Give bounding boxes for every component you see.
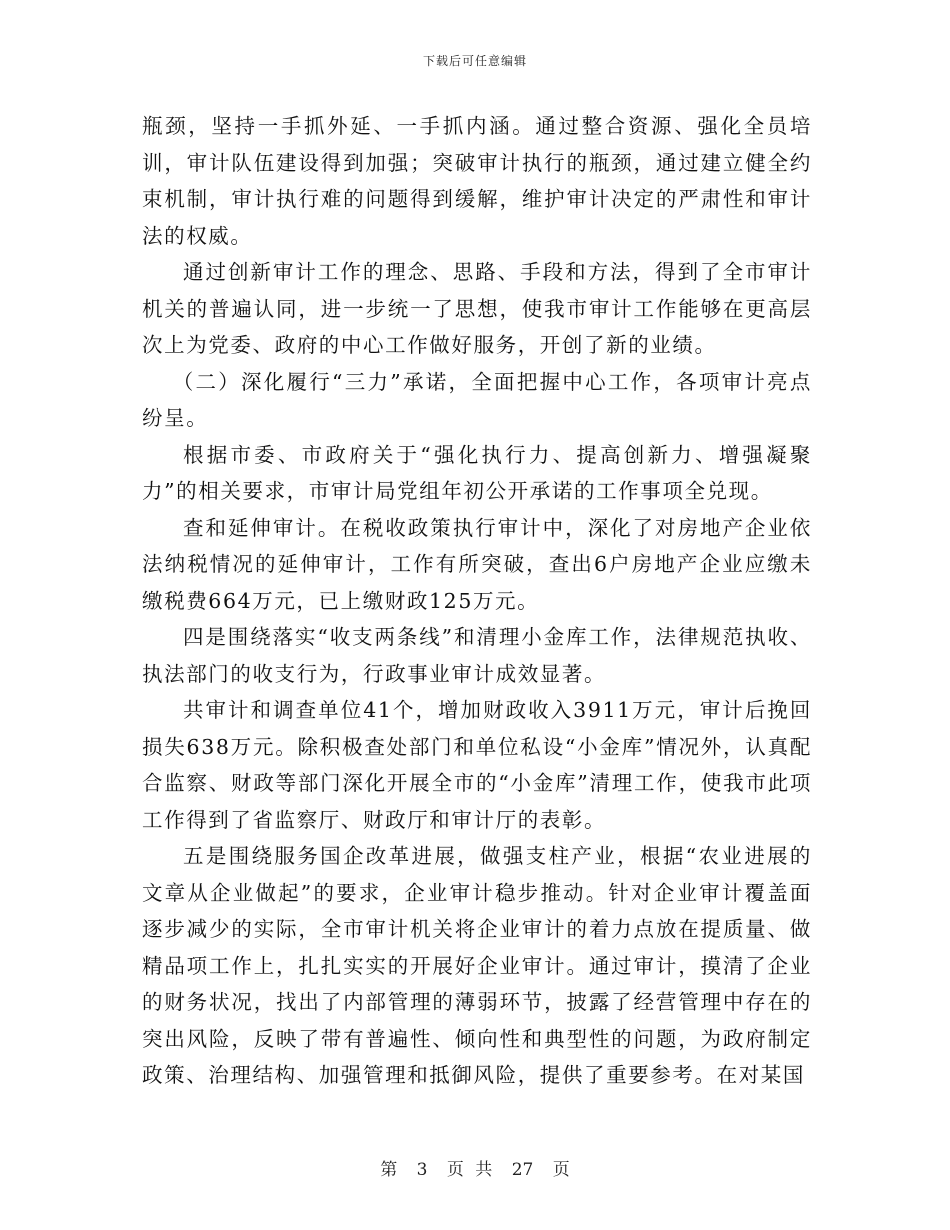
section-heading: （二）深化履行“三力”承诺，全面把握中心工作，各项审计亮点纷呈。 — [142, 369, 812, 430]
total-page-count: 27 — [511, 1160, 534, 1180]
paragraph-6: 共审计和调查单位41个，增加财政收入3911万元，审计后挽回损失638万元。除积极查处部门和单位私设“小金库”情况外，认真配合监察、财政等部门深化开展全市的“小金库”清理工作，使我市此项工作得到了省监察厅、财政厅和审计厅的表彰。 — [142, 698, 812, 832]
paragraph-5: 四是围绕落实“收支两条线”和清理小金库工作，法律规范执收、执法部门的收支行为，行政事业审计成效显著。 — [142, 625, 812, 686]
document-body — [142, 108, 812, 1094]
paragraph-7: 五是围绕服务国企改革进展，做强支柱产业，根据“农业进展的文章从企业做起”的要求，企业审计稳步推动。针对企业审计覆盖面逐步减少的实际，全市审计机关将企业审计的着力点放在提质量、做精品项工作上，扎扎实实的开展好企业审计。通过审计，摸清了企业的财务状况，找出了内部管理的薄弱环节，披露了经营管理中存在的突出风险，反映了带有普遍性、倾向性和典型性的问题，为政府制定政策、治理结构、加强管理和抵御风险，提供了重要参考。在对某国 — [142, 844, 812, 1087]
paragraph-4: 查和延伸审计。在税收政策执行审计中，深化了对房地产企业依法纳税情况的延伸审计，工作有所突破，查出6户房地产企业应缴未缴税费664万元，已上缴财政125万元。 — [142, 515, 812, 613]
paragraph-1: 瓶颈，坚持一手抓外延、一手抓内涵。通过整合资源、强化全员培训，审计队伍建设得到加强；突破审计执行的瓶颈，通过建立健全约束机制，审计执行难的问题得到缓解，维护审计决定的严肃性和审计法的权威。 — [142, 114, 812, 248]
footer-suffix: 页 — [552, 1160, 570, 1180]
page-footer — [0, 1155, 950, 1180]
footer-prefix: 第 — [380, 1160, 398, 1180]
paragraph-3: 根据市委、市政府关于“强化执行力、提高创新力、增强凝聚力”的相关要求，市审计局党组年初公开承诺的工作事项全兑现。 — [142, 442, 812, 503]
page-header: 下载后可任意编辑 — [422, 54, 527, 68]
paragraph-2: 通过创新审计工作的理念、思路、手段和方法，得到了全市审计机关的普遍认同，进一步统一了思想，使我市审计工作能够在更高层次上为党委、政府的中心工作做好服务，开创了新的业绩。 — [142, 260, 812, 357]
footer-middle: 页 共 — [446, 1160, 493, 1180]
current-page-number: 3 — [416, 1160, 428, 1180]
